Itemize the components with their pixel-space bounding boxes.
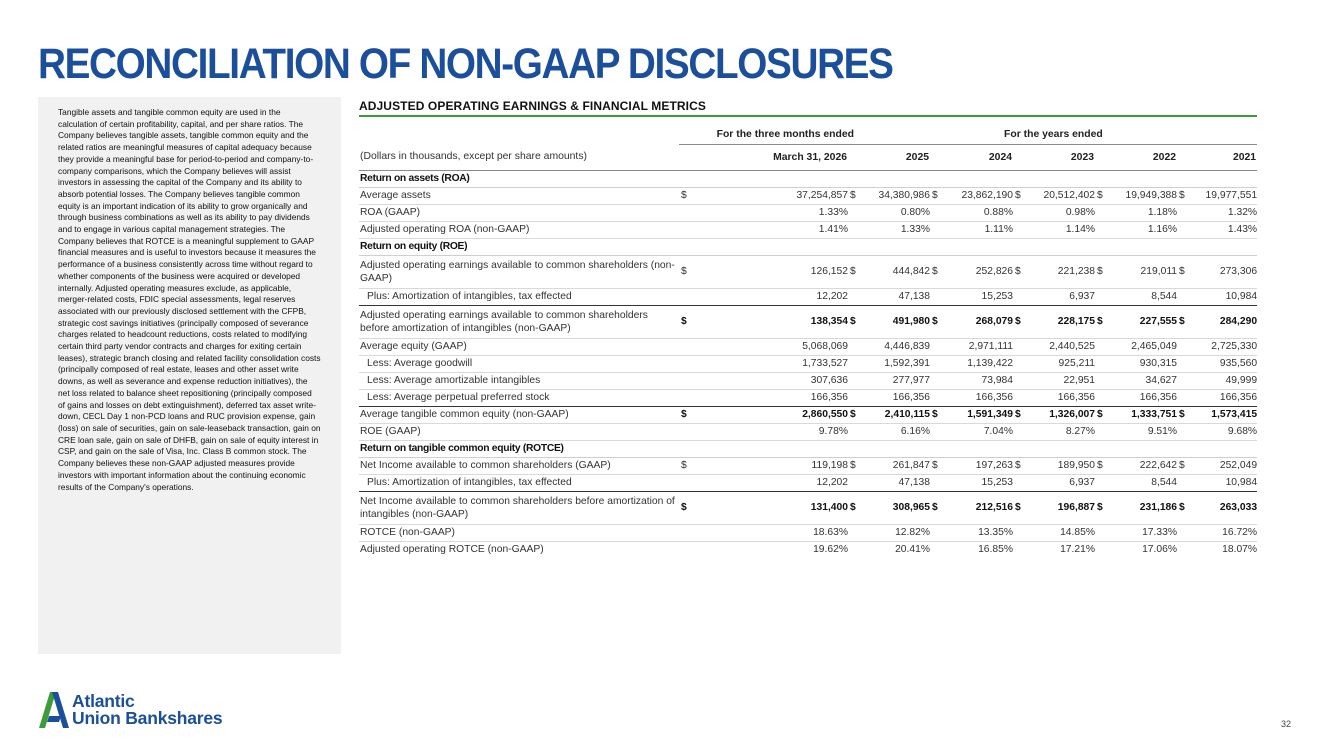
value-cell: 22,951 [1027, 372, 1095, 389]
spacer-cell [930, 389, 944, 406]
value-cell: 2,860,550 [693, 406, 848, 423]
spacer-cell [1095, 221, 1109, 238]
spacer-cell [930, 541, 944, 558]
value-cell: 16.85% [978, 544, 1014, 556]
value-cell: 1.14% [1027, 221, 1095, 238]
table-row [359, 406, 1257, 423]
spacer-cell [679, 389, 693, 406]
column-header: March 31, 2026 [679, 144, 848, 170]
table-row [359, 474, 1257, 491]
spacer-cell [679, 338, 693, 355]
currency-symbol: $ [848, 305, 862, 338]
spacer-cell [679, 423, 693, 440]
value-cell: 37,254,857 [693, 187, 848, 204]
value-cell: 212,516 [944, 491, 1013, 524]
logo-line-2: Union Bankshares [72, 708, 223, 728]
value-cell: 166,356 [944, 389, 1013, 406]
spacer-cell [679, 524, 693, 541]
table-row [359, 338, 1257, 355]
value-cell: 15,253 [944, 474, 1013, 491]
spacer-cell [1013, 474, 1027, 491]
value-cell: 12,202 [693, 474, 848, 491]
value-cell: 284,290 [1191, 305, 1257, 338]
spacer-cell [1095, 338, 1109, 355]
section-heading: ADJUSTED OPERATING EARNINGS & FINANCIAL METRICS [359, 99, 706, 113]
value-cell: 34,380,986 [862, 187, 930, 204]
row-label: Net Income available to common shareholders before amortization of intangibles (non-GAAP) [359, 491, 679, 524]
spacer-cell [848, 389, 862, 406]
currency-symbol: $ [1013, 305, 1027, 338]
value-cell: 166,356 [1109, 389, 1177, 406]
row-label: Less: Average perpetual preferred stock [359, 389, 679, 406]
value-cell: 19,977,551 [1191, 187, 1257, 204]
currency-symbol: $ [930, 491, 944, 524]
table-group-header-row [359, 125, 1257, 144]
value-cell: 1.33% [693, 204, 848, 221]
value-cell: 930,315 [1109, 355, 1177, 372]
spacer-cell [848, 541, 862, 558]
value-cell: 221,238 [1027, 255, 1095, 288]
row-label: Average equity (GAAP) [359, 338, 679, 355]
spacer-cell [1177, 355, 1191, 372]
table-row [359, 491, 1257, 524]
currency-symbol: $ [1177, 255, 1191, 288]
spacer-cell [1177, 524, 1191, 541]
value-cell: 49,999 [1191, 372, 1257, 389]
spacer-cell [1095, 541, 1109, 558]
spacer-cell [1095, 423, 1109, 440]
value-cell: 2,725,330 [1191, 338, 1257, 355]
spacer-cell [679, 372, 693, 389]
currency-symbol: $ [930, 457, 944, 474]
currency-symbol: $ [1177, 305, 1191, 338]
currency-symbol: $ [1095, 457, 1109, 474]
value-cell: 6,937 [1027, 474, 1095, 491]
value-cell: 273,306 [1191, 255, 1257, 288]
table-row [359, 355, 1257, 372]
spacer-cell [1095, 355, 1109, 372]
row-label: Less: Average goodwill [359, 355, 679, 372]
spacer-cell [1013, 288, 1027, 305]
spacer-cell [848, 474, 862, 491]
row-label: Net Income available to common shareholders (GAAP) [359, 457, 679, 474]
value-cell: 166,356 [693, 389, 848, 406]
value-cell: 20,512,402 [1027, 187, 1095, 204]
value-cell: 0.80% [862, 204, 930, 221]
spacer-cell [1013, 423, 1027, 440]
value-cell: 4,446,839 [862, 338, 930, 355]
spacer-cell [679, 474, 693, 491]
currency-symbol: $ [1177, 491, 1191, 524]
currency-symbol: $ [1013, 187, 1027, 204]
table-row [359, 524, 1257, 541]
spacer-cell [848, 524, 862, 541]
value-cell: 9.78% [693, 423, 848, 440]
spacer-cell [930, 372, 944, 389]
table-row [359, 288, 1257, 305]
spacer-cell [1013, 204, 1027, 221]
value-cell: 73,984 [944, 372, 1013, 389]
row-label: ROE (GAAP) [359, 423, 679, 440]
table-row [359, 372, 1257, 389]
value-cell: 12.82% [862, 524, 930, 541]
currency-symbol: $ [1013, 491, 1027, 524]
value-cell: 1.41% [693, 221, 848, 238]
logo-line-1: Atlantic [72, 691, 135, 711]
spacer-cell [1177, 221, 1191, 238]
value-cell: 12,202 [693, 288, 848, 305]
units-label: (Dollars in thousands, except per share amounts) [359, 144, 679, 170]
currency-symbol: $ [679, 457, 693, 474]
value-cell: 34,627 [1109, 372, 1177, 389]
value-cell: 1.16% [1109, 221, 1177, 238]
spacer-cell [930, 204, 944, 221]
value-cell: 8,544 [1109, 288, 1177, 305]
row-label: Average tangible common equity (non-GAAP) [359, 406, 679, 423]
value-cell: 5,068,069 [693, 338, 848, 355]
value-cell: 47,138 [862, 288, 930, 305]
value-cell: 263,033 [1191, 491, 1257, 524]
spacer-cell [1013, 372, 1027, 389]
currency-symbol: $ [679, 305, 693, 338]
table-row [359, 389, 1257, 406]
value-cell: 18.07% [1222, 544, 1258, 556]
value-cell: 47,138 [862, 474, 930, 491]
row-label: Average assets [359, 187, 679, 204]
value-cell: 925,211 [1027, 355, 1095, 372]
value-cell: 1,592,391 [862, 355, 930, 372]
value-cell: 277,977 [862, 372, 930, 389]
value-cell: 2,465,049 [1109, 338, 1177, 355]
spacer-cell [1095, 524, 1109, 541]
value-cell: 8,544 [1109, 474, 1177, 491]
value-cell: 20.41% [895, 544, 931, 556]
explanatory-note-panel [38, 97, 341, 654]
column-header: 2025 [848, 144, 930, 170]
currency-symbol: $ [930, 187, 944, 204]
spacer-cell [1177, 474, 1191, 491]
years-group-header: For the years ended [944, 125, 1257, 144]
spacer-cell [1095, 372, 1109, 389]
value-cell: 23,862,190 [944, 187, 1013, 204]
row-label: ROTCE (non-GAAP) [359, 524, 679, 541]
non-gaap-reconciliation-table [359, 125, 1257, 558]
currency-symbol: $ [1013, 406, 1027, 423]
spacer-cell [1177, 338, 1191, 355]
value-cell: 1.33% [862, 221, 930, 238]
value-cell: 252,826 [944, 255, 1013, 288]
spacer-cell [848, 355, 862, 372]
column-header: 2022 [1095, 144, 1177, 170]
spacer-cell [1013, 541, 1027, 558]
value-cell: 231,186 [1109, 491, 1177, 524]
currency-symbol: $ [848, 491, 862, 524]
spacer-cell [1095, 474, 1109, 491]
spacer-cell [848, 423, 862, 440]
value-cell: 10,984 [1191, 288, 1257, 305]
spacer-cell [1177, 423, 1191, 440]
table-row [359, 204, 1257, 221]
spacer-cell [1177, 204, 1191, 221]
spacer-cell [1177, 288, 1191, 305]
currency-symbol: $ [679, 406, 693, 423]
value-cell: 2,971,111 [944, 338, 1013, 355]
value-cell: 2,440,525 [1027, 338, 1095, 355]
row-label: Adjusted operating earnings available to common shareholders before amortization of intangibles (non-GAAP) [359, 305, 679, 338]
value-cell: 1,139,422 [944, 355, 1013, 372]
section-label: Return on assets (ROA) [359, 170, 1257, 187]
currency-symbol: $ [679, 187, 693, 204]
currency-symbol: $ [679, 491, 693, 524]
spacer-cell [679, 355, 693, 372]
value-cell: 1.11% [944, 221, 1013, 238]
spacer-cell [848, 288, 862, 305]
currency-symbol: $ [1177, 406, 1191, 423]
section-row-roa [359, 170, 1257, 187]
value-cell: 189,950 [1027, 457, 1095, 474]
currency-symbol: $ [1177, 457, 1191, 474]
currency-symbol: $ [930, 305, 944, 338]
currency-symbol: $ [1013, 457, 1027, 474]
value-cell: 17.21% [1060, 544, 1096, 556]
table-row [359, 541, 1257, 558]
page-number: 32 [1281, 719, 1292, 729]
column-header: 2023 [1013, 144, 1095, 170]
row-label: Plus: Amortization of intangibles, tax effected [359, 288, 679, 305]
spacer-cell [1013, 524, 1027, 541]
value-cell: 126,152 [693, 255, 848, 288]
table-row [359, 255, 1257, 288]
value-cell: 14.85% [1027, 524, 1095, 541]
value-cell: 308,965 [862, 491, 930, 524]
value-cell: 19.62% [813, 544, 848, 556]
value-cell: 1.18% [1109, 204, 1177, 221]
spacer-cell [1095, 288, 1109, 305]
table-row [359, 423, 1257, 440]
value-cell: 119,198 [693, 457, 848, 474]
currency-symbol: $ [1095, 406, 1109, 423]
value-cell: 6,937 [1027, 288, 1095, 305]
section-row-rotce [359, 440, 1257, 457]
value-cell: 228,175 [1027, 305, 1095, 338]
currency-symbol: $ [848, 457, 862, 474]
value-cell: 935,560 [1191, 355, 1257, 372]
spacer-cell [679, 541, 693, 558]
spacer-cell [930, 288, 944, 305]
row-label: ROA (GAAP) [359, 204, 679, 221]
value-cell: 307,636 [693, 372, 848, 389]
value-cell: 219,011 [1109, 255, 1177, 288]
value-cell: 9.68% [1191, 423, 1257, 440]
spacer-cell [1177, 372, 1191, 389]
value-cell: 166,356 [1191, 389, 1257, 406]
spacer-cell [930, 338, 944, 355]
section-row-roe [359, 238, 1257, 255]
spacer-cell [848, 372, 862, 389]
value-cell: 227,555 [1109, 305, 1177, 338]
value-cell: 1,573,415 [1191, 406, 1257, 423]
value-cell: 8.27% [1027, 423, 1095, 440]
value-cell: 7.04% [944, 423, 1013, 440]
value-cell: 6.16% [862, 423, 930, 440]
currency-symbol: $ [679, 255, 693, 288]
spacer-cell [930, 355, 944, 372]
table-row [359, 187, 1257, 204]
value-cell: 9.51% [1109, 423, 1177, 440]
spacer-cell [930, 221, 944, 238]
spacer-cell [930, 423, 944, 440]
value-cell: 131,400 [693, 491, 848, 524]
value-cell: 261,847 [862, 457, 930, 474]
value-cell: 222,642 [1109, 457, 1177, 474]
value-cell: 16.72% [1191, 524, 1257, 541]
company-logo [39, 692, 222, 728]
row-label: Adjusted operating earnings available to common shareholders (non-GAAP) [359, 255, 679, 288]
value-cell: 196,887 [1027, 491, 1095, 524]
value-cell: 17.33% [1109, 524, 1177, 541]
logo-mark-icon [39, 692, 69, 728]
spacer-cell [1095, 389, 1109, 406]
quarter-group-header: For the three months ended [679, 125, 862, 144]
section-label: Return on equity (ROE) [359, 238, 1257, 255]
spacer-cell [1095, 204, 1109, 221]
value-cell: 138,354 [693, 305, 848, 338]
section-label: Return on tangible common equity (ROTCE) [359, 440, 1257, 457]
currency-symbol: $ [1013, 255, 1027, 288]
currency-symbol: $ [1095, 187, 1109, 204]
table-row [359, 221, 1257, 238]
value-cell: 1,333,751 [1109, 406, 1177, 423]
column-header: 2024 [930, 144, 1013, 170]
table-column-header-row [359, 144, 1257, 170]
row-label: Plus: Amortization of intangibles, tax effected [359, 474, 679, 491]
value-cell: 10,984 [1191, 474, 1257, 491]
value-cell: 17.06% [1142, 544, 1178, 556]
spacer-cell [930, 524, 944, 541]
value-cell: 15,253 [944, 288, 1013, 305]
spacer-cell [1013, 389, 1027, 406]
value-cell: 18.63% [693, 524, 848, 541]
spacer-cell [848, 221, 862, 238]
currency-symbol: $ [930, 406, 944, 423]
spacer-cell [930, 474, 944, 491]
explanatory-note-text: Tangible assets and tangible common equity are used in the calculation of certain profitability, capital, and per share ratios. The Company believes tangible assets, tangible common equity and the related ratios are meaningful measures of capital adequacy because they provide a meaningful base for period-to-period and company-to-company comparisons, which the Company believes will assist investors in assessing the capital of the Company and its ability to absorb potential losses. The Company believes tangible common equity is an important indication of its ability to grow organically and through business combinations as well as its ability to pay dividends and to engage in various capital management strategies. The Company believes that ROTCE is a meaningful supplement to GAAP financial measures and is useful to investors because it measures the performance of a business consistently across time without regard to whether components of the business were acquired or developed internally. Adjusted operating measures exclude, as applicable, merger-related costs, FDIC special assessments, legal reserves associated with our previously disclosed settlement with the CFPB, strategic cost savings initiatives (principally composed of severance charges related to headcount reductions, costs related to modifying certain third party vendor contracts and charges for exiting certain leases), strategic branch closing and related facility consolidation costs (principally composed of real estate, leases and other asset write downs, as well as severance and expense reduction initiatives), the net loss related to balance sheet repositioning (principally composed of gains and losses on debt extinguishment), deferred tax asset write-down, CECL Day 1 non-PCD loans and RUC provision expense, gain (loss) on sale of securities, gain on sale-leaseback transaction, gain on CRE loan sale, gain on sale of DHFB, gain on sale of equity interest in CSP, and gain on the sale of Visa, Inc. Class B common stock. The Company believes these non-GAAP adjusted measures provide investors with important information about the continuing economic results of the Company's operations. [58, 107, 321, 492]
value-cell: 1,326,007 [1027, 406, 1095, 423]
spacer-cell [848, 338, 862, 355]
value-cell: 1,591,349 [944, 406, 1013, 423]
currency-symbol: $ [1177, 187, 1191, 204]
currency-symbol: $ [1095, 305, 1109, 338]
value-cell: 444,842 [862, 255, 930, 288]
value-cell: 19,949,388 [1109, 187, 1177, 204]
value-cell: 166,356 [1027, 389, 1095, 406]
currency-symbol: $ [1095, 491, 1109, 524]
currency-symbol: $ [848, 406, 862, 423]
row-label: Adjusted operating ROTCE (non-GAAP) [360, 544, 544, 556]
spacer-cell [679, 221, 693, 238]
column-header: 2021 [1177, 144, 1257, 170]
currency-symbol: $ [848, 255, 862, 288]
spacer-cell [1177, 389, 1191, 406]
spacer-cell [1013, 221, 1027, 238]
value-cell: 0.88% [944, 204, 1013, 221]
value-cell: 268,079 [944, 305, 1013, 338]
spacer-cell [679, 288, 693, 305]
value-cell: 13.35% [944, 524, 1013, 541]
table-row [359, 305, 1257, 338]
value-cell: 197,263 [944, 457, 1013, 474]
currency-symbol: $ [848, 187, 862, 204]
value-cell: 1,733,527 [693, 355, 848, 372]
value-cell: 166,356 [862, 389, 930, 406]
spacer-cell [1177, 541, 1191, 558]
value-cell: 0.98% [1027, 204, 1095, 221]
currency-symbol: $ [1095, 255, 1109, 288]
logo-wordmark [72, 693, 222, 727]
currency-symbol: $ [930, 255, 944, 288]
value-cell: 1.43% [1191, 221, 1257, 238]
row-label: Less: Average amortizable intangibles [359, 372, 679, 389]
value-cell: 2,410,115 [862, 406, 930, 423]
section-divider [359, 115, 1257, 117]
table-row [359, 457, 1257, 474]
value-cell: 491,980 [862, 305, 930, 338]
page-title: RECONCILIATION OF NON-GAAP DISCLOSURES [38, 40, 893, 88]
value-cell: 1.32% [1191, 204, 1257, 221]
row-label: Adjusted operating ROA (non-GAAP) [359, 221, 679, 238]
spacer-cell [848, 204, 862, 221]
value-cell: 252,049 [1191, 457, 1257, 474]
spacer-cell [679, 204, 693, 221]
spacer-cell [1013, 338, 1027, 355]
spacer-cell [1013, 355, 1027, 372]
